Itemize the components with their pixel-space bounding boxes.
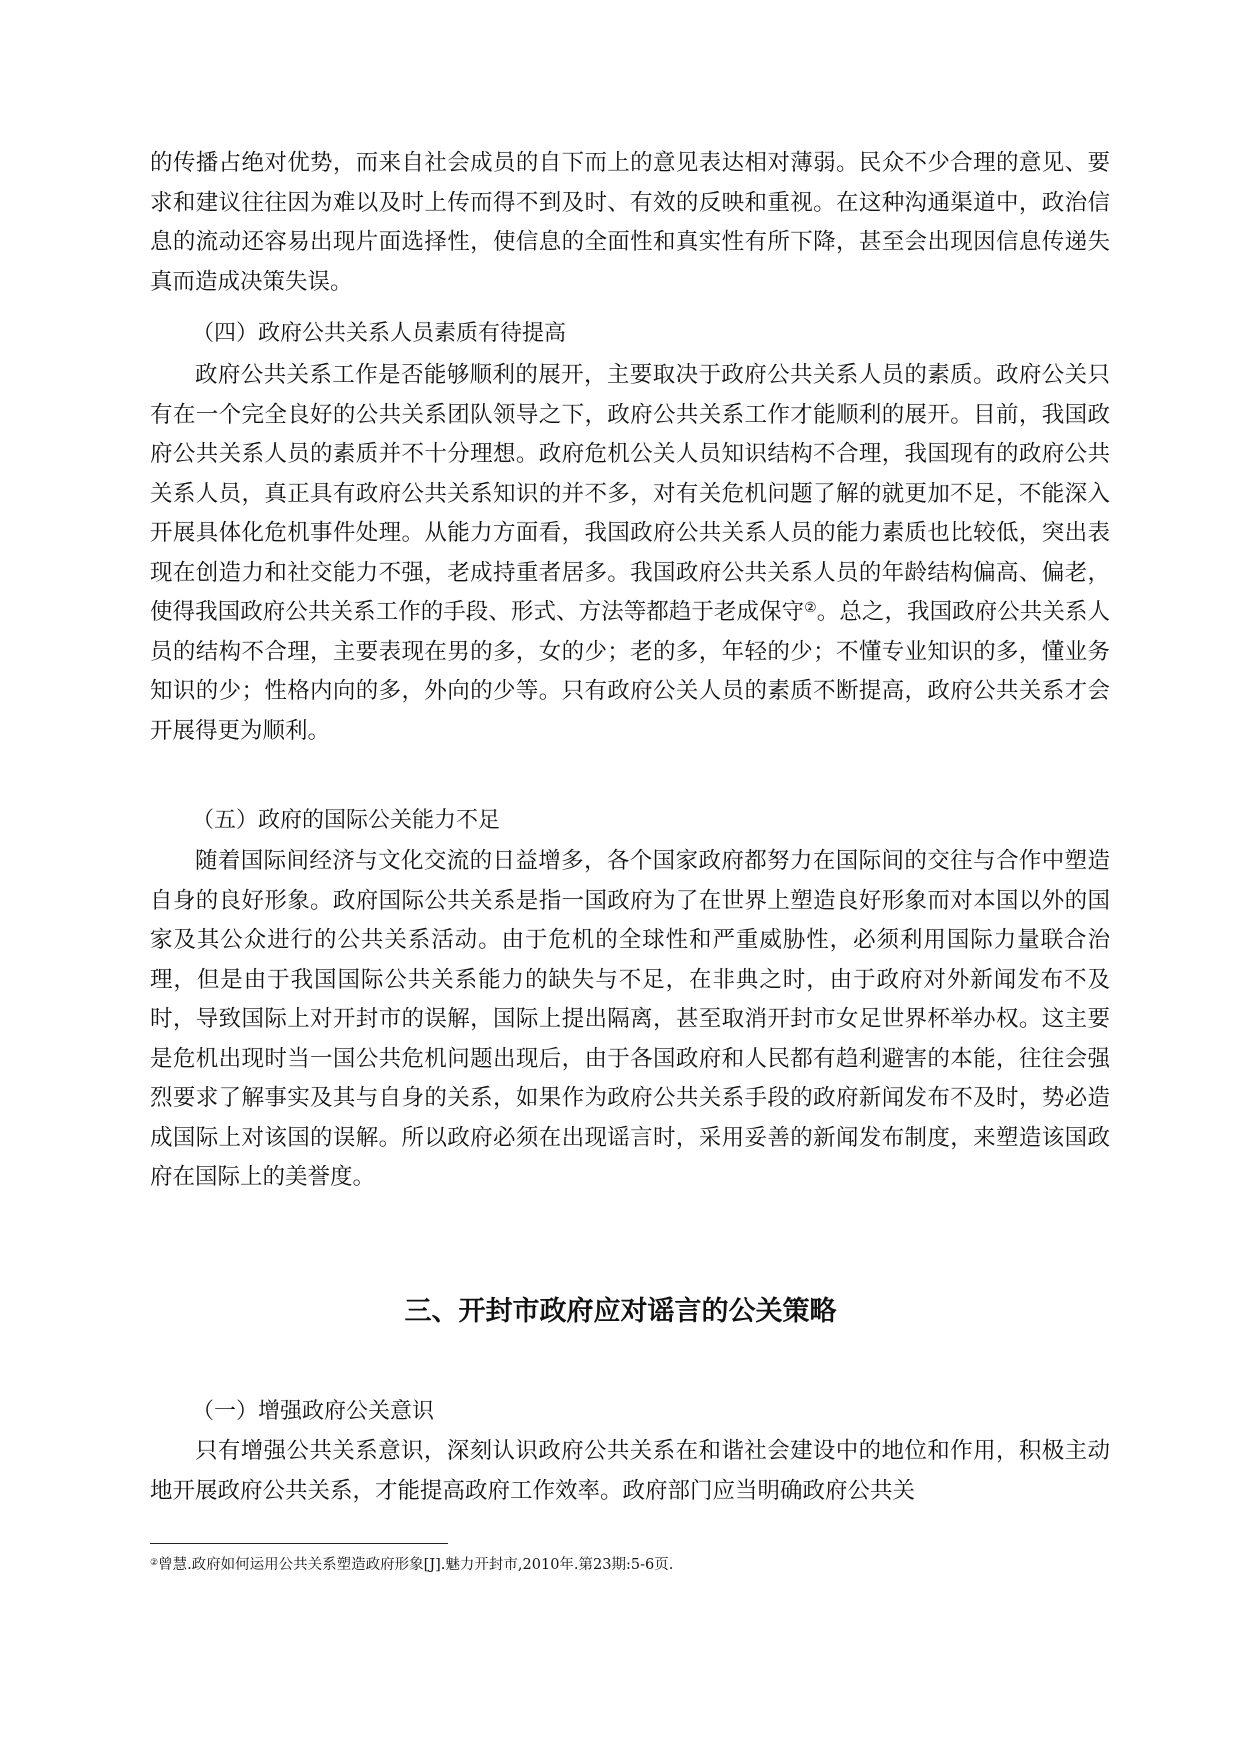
footnote-reference[interactable]: ② (804, 600, 817, 616)
paragraph-text: 。总之，我国政府公共关系人员的结构不合理，主要表现在男的多，女的少；老的多，年轻的少；不懂专业知识的多，懂业务知识的少；性格内向的多，外向的少等。只有政府公关人员的素质不断提高，政府公共关系才会开展得更为顺利。 (150, 599, 1110, 744)
paragraph-text: 政府公共关系工作是否能够顺利的展开，主要取决于政府公共关系人员的素质。政府公关只有在一个完全良好的公共关系团队领导之下，政府公共关系工作才能顺利的展开。目前，我国政府公共关系人员的素质并不十分理想。政府危机公关人员知识结构不合理，我国现有的政府公共关系人员，真正具有政府公共关系知识的并不多，对有关危机问题了解的就更加不足，不能深入开展具体化危机事件处理。从能力方面看，我国政府公共关系人员的能力素质也比较低，突出表现在创造力和社交能力不强，老成持重者居多。我国政府公共关系人员的年龄结构偏高、偏老，使得我国政府公共关系工作的手段、形式、方法等都趋于老成保守 (150, 362, 1110, 625)
subheading-3-1: （一）增强政府公关意识 (192, 1399, 435, 1424)
subheading-4: （四）政府公共关系人员素质有待提高 (192, 321, 567, 346)
paragraph-5 (150, 842, 1110, 1198)
section-title: 三、开封市政府应对谣言的公关策略 (404, 1296, 837, 1327)
subheading-5: （五）政府的国际公关能力不足 (192, 808, 501, 833)
footnote (150, 1554, 1110, 1576)
footnote-divider (150, 1543, 448, 1544)
footnote-text: 曾慧.政府如何运用公共关系塑造政府形象[J].魅力开封市,2010年.第23期:5-6页. (158, 1557, 674, 1573)
paragraph-3-1 (150, 1432, 1110, 1511)
paragraph-text: 的传播占绝对优势，而来自社会成员的自下而上的意见表达相对薄弱。民众不少合理的意见、要求和建议往往因为难以及时上传而得不到及时、有效的反映和重视。在这种沟通渠道中，政治信息的流动还容易出现片面选择性，使信息的全面性和真实性有所下降，甚至会出现因信息传递失真而造成决策失误。 (150, 150, 1110, 295)
paragraph-text: 只有增强公共关系意识，深刻认识政府公共关系在和谐社会建设中的地位和作用，积极主动地开展政府公共关系，才能提高政府工作效率。政府部门应当明确政府公共关 (150, 1438, 1110, 1504)
footnote-mark: ② (150, 1558, 159, 1568)
paragraph-text: 随着国际间经济与文化交流的日益增多，各个国家政府都努力在国际间的交往与合作中塑造自身的良好形象。政府国际公共关系是指一国政府为了在世界上塑造良好形象而对本国以外的国家及其公众进行的公共关系活动。由于危机的全球性和严重威胁性，必须利用国际力量联合治理，但是由于我国国际公共关系能力的缺失与不足，在非典之时，由于政府对外新闻发布不及时，导致国际上对开封市的误解，国际上提出隔离，甚至取消开封市女足世界杯举办权。这主要是危机出现时当一国公共危机问题出现后，由于各国政府和人民都有趋利避害的本能，往往会强烈要求了解事实及其与自身的关系，如果作为政府公共关系手段的政府新闻发布不及时，势必造成国际上对该国的误解。所以政府必须在出现谣言时，采用妥善的新闻发布制度，来塑造该国政府在国际上的美誉度。 (150, 848, 1110, 1190)
paragraph-4 (150, 356, 1110, 751)
paragraph-intro (150, 144, 1110, 302)
